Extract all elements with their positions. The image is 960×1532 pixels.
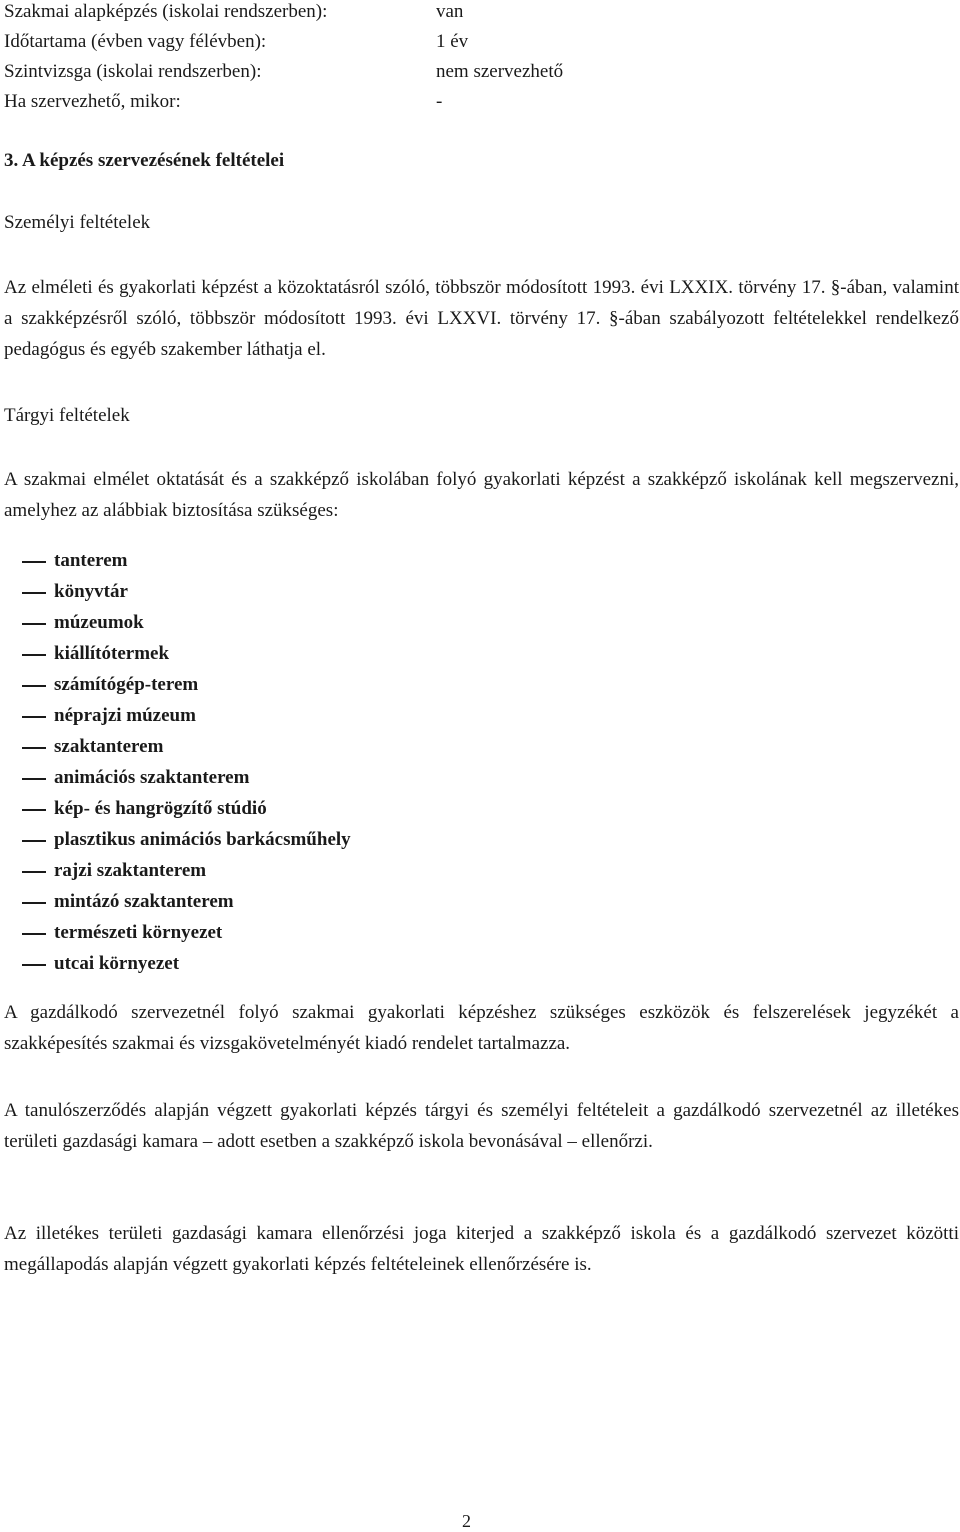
dash-bullet-icon (22, 623, 46, 625)
list-item: animációs szaktanterem (22, 762, 351, 793)
dash-bullet-icon (22, 561, 46, 563)
dash-bullet-icon (22, 654, 46, 656)
dash-bullet-icon (22, 809, 46, 811)
list-item: mintázó szaktanterem (22, 886, 351, 917)
info-value: 1 év (436, 31, 469, 52)
list-item: kiállítótermek (22, 638, 351, 669)
info-row-basic-training (0, 0, 960, 27)
info-label: Ha szervezhető, mikor: (4, 91, 181, 112)
dash-bullet-icon (22, 964, 46, 966)
info-value: - (436, 91, 443, 112)
equipment-list (22, 545, 351, 979)
list-item: tanterem (22, 545, 351, 576)
info-label: Szakmai alapképzés (iskolai rendszerben): (4, 1, 328, 22)
info-row-when (0, 87, 960, 117)
info-row-duration (0, 27, 960, 57)
list-item: természeti környezet (22, 917, 351, 948)
list-item: múzeumok (22, 607, 351, 638)
apprenticeship-paragraph: A tanulószerződés alapján végzett gyakorlati képzés tárgyi és személyi feltételeit a gazdálkodó szervezetnél az illetékes területi gazdasági kamara – adott esetben a szakképző iskola bevonásával – ellenőrzi. (4, 1100, 959, 1152)
list-item: utcai környezet (22, 948, 351, 979)
dash-bullet-icon (22, 840, 46, 842)
personal-paragraph: Az elméleti és gyakorlati képzést a közoktatásról szóló, többször módosított 1993. évi LXXIX. törvény 17. §-ában, valamint a szakképzésről szóló, többször módosított 1993. évi LXXVI. törvény 17. §-ában szabályozott feltételekkel rendelkező pedagógus és egyéb szakember láthatja el. (4, 277, 959, 360)
list-item: könyvtár (22, 576, 351, 607)
equipment-paragraph: A gazdálkodó szervezetnél folyó szakmai gyakorlati képzéshez szükséges eszközök és felszerelések jegyzékét a szakképesítés szakmai és vizsgakövetelményét kiadó rendelet tartalmazza. (4, 1002, 959, 1054)
page-number: 2 (462, 1511, 471, 1531)
dash-bullet-icon (22, 747, 46, 749)
dash-bullet-icon (22, 778, 46, 780)
info-value: van (436, 1, 464, 22)
list-item: rajzi szaktanterem (22, 855, 351, 886)
list-item: plasztikus animációs barkácsműhely (22, 824, 351, 855)
list-item: kép- és hangrögzítő stúdió (22, 793, 351, 824)
info-label: Időtartama (évben vagy félévben): (4, 31, 267, 52)
material-heading: Tárgyi feltételek (4, 405, 130, 426)
dash-bullet-icon (22, 592, 46, 594)
chamber-paragraph: Az illetékes területi gazdasági kamara ellenőrzési joga kiterjed a szakképző iskola és a gazdálkodó szervezet közötti megállapodás alapján végzett gyakorlati képzés feltételeinek ellenőrzésére is. (4, 1223, 959, 1275)
personal-heading: Személyi feltételek (4, 212, 151, 233)
dash-bullet-icon (22, 685, 46, 687)
list-item: szaktanterem (22, 731, 351, 762)
info-row-level-exam (0, 57, 960, 87)
material-intro: A szakmai elmélet oktatását és a szakképző iskolában folyó gyakorlati képzést a szakképző iskolának kell megszervezni, amelyhez az alábbiak biztosítása szükséges: (4, 469, 959, 521)
dash-bullet-icon (22, 871, 46, 873)
dash-bullet-icon (22, 902, 46, 904)
dash-bullet-icon (22, 716, 46, 718)
info-value: nem szervezhető (436, 61, 564, 82)
dash-bullet-icon (22, 933, 46, 935)
list-item: számítógép-terem (22, 669, 351, 700)
list-item: néprajzi múzeum (22, 700, 351, 731)
section-title: 3. A képzés szervezésének feltételei (4, 150, 285, 171)
info-label: Szintvizsga (iskolai rendszerben): (4, 61, 262, 82)
